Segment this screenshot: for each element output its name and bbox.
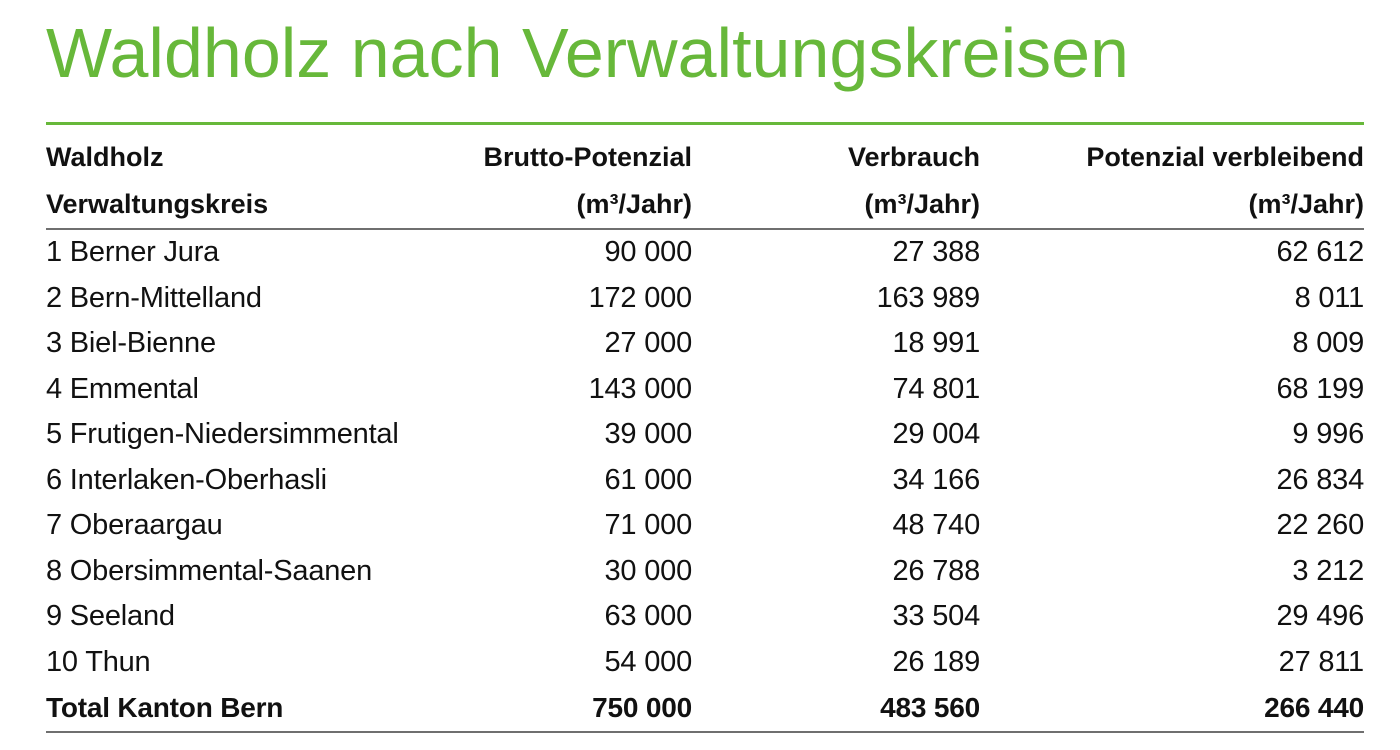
cell-brutto: 90 000 bbox=[604, 236, 692, 268]
table-row bbox=[46, 503, 1364, 549]
table-row bbox=[46, 321, 1364, 367]
cell-brutto: 61 000 bbox=[604, 463, 692, 496]
table-row bbox=[46, 549, 1364, 595]
cell-verbrauch: 27 388 bbox=[892, 236, 980, 268]
cell-verbleibend: 62 612 bbox=[1276, 236, 1364, 268]
cell-kreis: 5 Frutigen-Niedersimmental bbox=[46, 418, 399, 450]
header-label-line2: (m³/Jahr) bbox=[1248, 189, 1364, 219]
table-row bbox=[46, 412, 1364, 458]
cell-kreis: 2 Bern-Mittelland bbox=[46, 281, 262, 314]
cell-verbleibend: 26 834 bbox=[1276, 463, 1364, 496]
total-verbleibend: 266 440 bbox=[1264, 692, 1364, 723]
cell-kreis: 10 Thun bbox=[46, 645, 151, 678]
cell-brutto: 143 000 bbox=[588, 372, 692, 405]
total-verbrauch: 483 560 bbox=[880, 692, 980, 723]
cell-kreis: 3 Biel-Bienne bbox=[46, 327, 216, 359]
cell-verbleibend: 68 199 bbox=[1276, 372, 1364, 405]
cell-kreis: 6 Interlaken-Oberhasli bbox=[46, 463, 327, 496]
cell-verbleibend: 8 011 bbox=[1294, 281, 1364, 314]
cell-kreis: 4 Emmental bbox=[46, 372, 199, 405]
table-row bbox=[46, 640, 1364, 686]
cell-brutto: 27 000 bbox=[604, 327, 692, 359]
data-table bbox=[46, 134, 1364, 733]
table-row bbox=[46, 594, 1364, 640]
cell-verbrauch: 26 189 bbox=[892, 645, 980, 678]
cell-verbleibend: 8 009 bbox=[1292, 327, 1364, 359]
header-row bbox=[46, 134, 1364, 229]
header-label-line1: Potenzial verbleibend bbox=[1086, 142, 1364, 172]
cell-brutto: 54 000 bbox=[604, 645, 692, 678]
total-label: Total Kanton Bern bbox=[46, 692, 284, 723]
header-label-line1: Verbrauch bbox=[847, 142, 980, 172]
cell-verbrauch: 18 991 bbox=[892, 327, 980, 359]
cell-brutto: 172 000 bbox=[588, 281, 692, 314]
cell-verbrauch: 74 801 bbox=[892, 372, 980, 405]
cell-brutto: 39 000 bbox=[604, 418, 692, 450]
cell-brutto: 63 000 bbox=[604, 600, 692, 632]
cell-verbleibend: 3 212 bbox=[1292, 554, 1364, 587]
table-row bbox=[46, 458, 1364, 504]
header-verbrauch bbox=[692, 134, 980, 229]
cell-verbleibend: 29 496 bbox=[1276, 600, 1364, 632]
header-label-line2: Verwaltungskreis bbox=[46, 189, 269, 219]
total-brutto: 750 000 bbox=[592, 692, 692, 723]
table-body bbox=[46, 229, 1364, 732]
cell-brutto: 30 000 bbox=[604, 554, 692, 587]
page-title: Waldholz nach Verwaltungskreisen bbox=[46, 14, 1129, 92]
table-row bbox=[46, 276, 1364, 322]
title-divider bbox=[46, 122, 1364, 125]
header-label-line2: (m³/Jahr) bbox=[864, 189, 980, 219]
table-row bbox=[46, 229, 1364, 276]
cell-kreis: 8 Obersimmental-Saanen bbox=[46, 554, 373, 587]
header-label-line1: Brutto-Potenzial bbox=[483, 142, 692, 172]
cell-verbleibend: 22 260 bbox=[1276, 509, 1364, 541]
cell-brutto: 71 000 bbox=[604, 509, 692, 541]
cell-verbrauch: 48 740 bbox=[892, 509, 980, 541]
cell-verbleibend: 9 996 bbox=[1292, 418, 1364, 450]
cell-verbleibend: 27 811 bbox=[1278, 645, 1364, 678]
table-header bbox=[46, 134, 1364, 229]
header-brutto-potenzial bbox=[466, 134, 692, 229]
header-label-line2: (m³/Jahr) bbox=[576, 189, 692, 219]
header-label-line1: Waldholz bbox=[46, 142, 164, 172]
cell-kreis: 7 Oberaargau bbox=[46, 509, 223, 541]
cell-verbrauch: 163 989 bbox=[876, 281, 980, 314]
cell-kreis: 9 Seeland bbox=[46, 600, 175, 632]
cell-kreis: 1 Berner Jura bbox=[46, 236, 220, 268]
cell-verbrauch: 26 788 bbox=[892, 554, 980, 587]
header-potenzial-verbleibend bbox=[980, 134, 1364, 229]
header-verwaltungskreis bbox=[46, 134, 466, 229]
cell-verbrauch: 34 166 bbox=[892, 463, 980, 496]
table-row bbox=[46, 367, 1364, 413]
cell-verbrauch: 29 004 bbox=[892, 418, 980, 450]
cell-verbrauch: 33 504 bbox=[892, 600, 980, 632]
total-row bbox=[46, 685, 1364, 732]
